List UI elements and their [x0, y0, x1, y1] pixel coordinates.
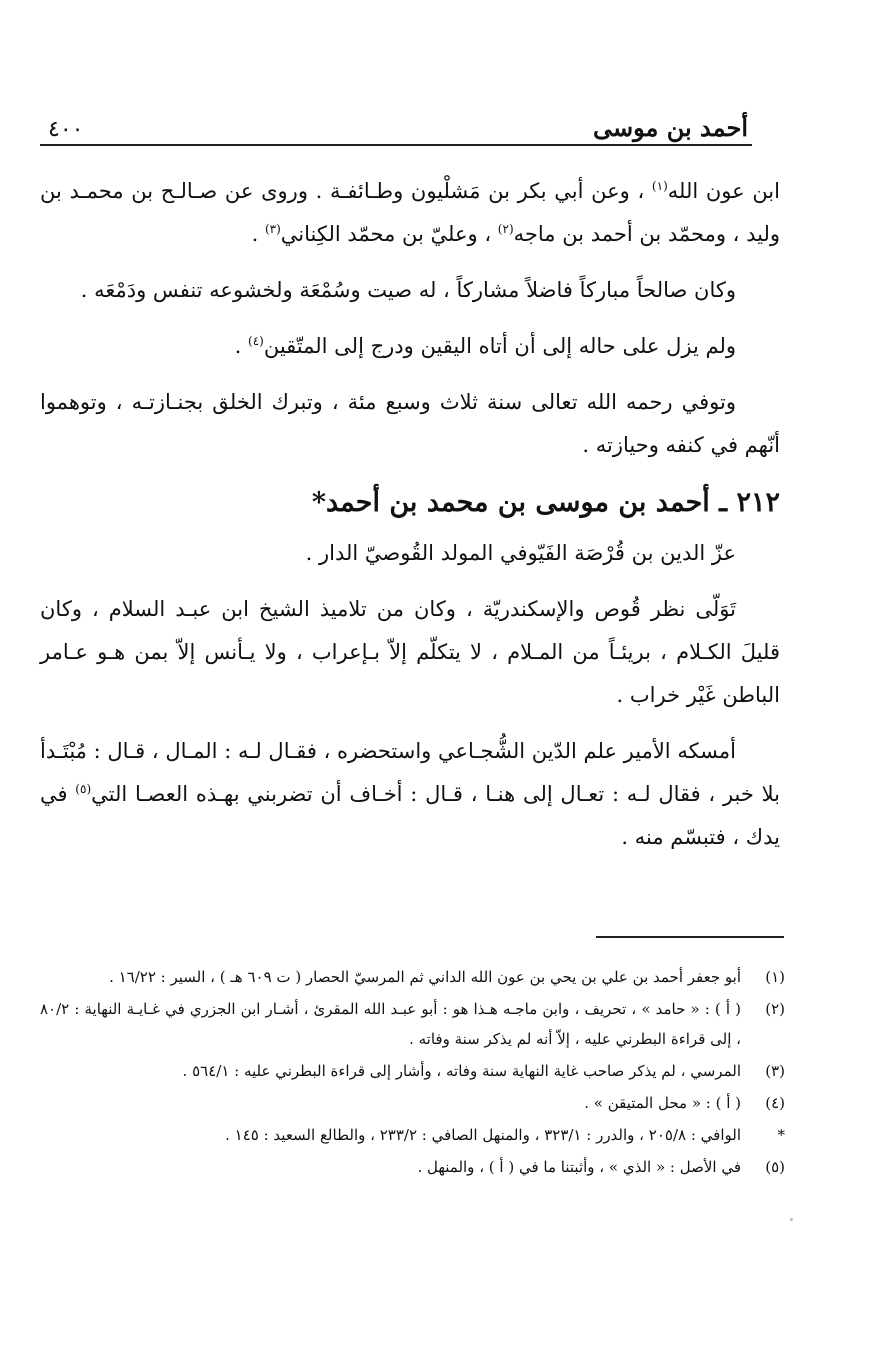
footnote [40, 1152, 785, 1182]
header-rule [40, 144, 752, 146]
footnote [40, 1088, 785, 1118]
footnote-text: الوافي : ٢٠٥/٨ ، والدرر : ٣٢٣/١ ، والمنهل الصافي : ٢٣٣/٢ ، والطالع السعيد : ١٤٥ . [225, 1126, 741, 1144]
footnote [40, 1056, 785, 1086]
footnote-ref-2: (٢) [497, 222, 514, 236]
footnote-marker: (٤) [765, 1094, 785, 1112]
footnote-rule [596, 936, 784, 938]
running-title: أحمد بن موسى [592, 113, 748, 142]
footnote-marker: * [777, 1126, 785, 1144]
footnote-text: أبو جعفر أحمد بن علي بن يحي بن عون الله الداني ثم المرسيّ الحصار ( ت ٦٠٩ هـ ) ، السير : ١٦/٢٢ . [109, 968, 741, 986]
running-header [48, 96, 748, 142]
paragraph-4: وتوفي رحمه الله تعالى سنة ثلاث وسبع مئة ، وتبرك الخلق بجنـازتـه ، وتوهموا أنّهم في كنفه وحيازته . [40, 390, 780, 457]
footnote-marker: (٥) [765, 1158, 785, 1176]
body-text [40, 170, 780, 872]
footnote-ref-3: (٣) [264, 222, 281, 236]
paragraph-6: تَوَلّى نظر قُوص والإسكندريّة ، وكان من تلاميذ الشيخ ابن عبـد السلام ، وكان قليلَ الكـلام ، بريئـاً من المـلام ، لا يتكلّم إلاّ بـإعراب ، ولا يـأنس إلاّ بمن هـو عـامر الباطن غَيْر خراب . [40, 597, 780, 707]
footnote-ref-5: (٥) [75, 782, 92, 796]
footnote [40, 1120, 785, 1150]
footnote [40, 962, 785, 992]
footnote-marker: (١) [765, 968, 785, 986]
entry-heading: ٢١٢ ـ أحمد بن موسى بن محمد بن أحمد* [311, 487, 780, 518]
paragraph-2: وكان صالحاً مباركاً فاضلاً مشاركاً ، له صيت وسُمْعَة ولخشوعه تنفس ودَمْعَه . [80, 278, 736, 302]
scan-speck [790, 1218, 793, 1221]
paragraph-7: أمسكه الأمير علم الدّين الشُّجـاعي واستحضره ، فقـال لـه : المـال ، قـال : مُبْتَـدأ بلا خبر ، فقال لـه : تعـال إلى هنـا ، قـال : أخـاف أن تضربني بهـذه العصـا التي$^{(٥)}$ في يدك ، فتبسّم منه . [40, 739, 780, 849]
paragraph-3: ولم يزل على حاله إلى أن أتاه اليقين ودرج إلى المتّقين$^{(٤)}$ . [234, 334, 736, 358]
footnote-ref-1: (١) [651, 179, 668, 193]
footnote-text: ( أ ) : « محل المتيقن » . [584, 1094, 741, 1112]
footnote-text: ( أ ) : « حامد » ، تحريف ، وابن ماجـه هـذا هو : أبو عبـد الله المقرئ ، أشـار ابن الجزري في غـايـة النهاية : ٨٠/٢ ، إلى قراءة البطرني عليه ، إلاّ أنه لم يذكر سنة وفاته . [40, 1000, 741, 1048]
footnote-text: المرسي ، لم يذكر صاحب غاية النهاية سنة وفاته ، وأشار إلى قراءة البطرني عليه : ٥٦٤/١ . [182, 1062, 741, 1080]
footnote-text: في الأصل : « الذي » ، وأثبتنا ما في ( أ ) ، والمنهل . [417, 1158, 741, 1176]
paragraph-1: ابن عون الله$^{(١)}$ ، وعن أبي بكر بن مَشلْيون وطـائفـة . وروى عن صـالـح بن محمـد بن وليد ، ومحمّد بن أحمد بن ماجه$^{(٢)}$ ، وعليّ بن محمّد الكِناني$^{(٣)}$ . [40, 179, 780, 246]
footnotes [40, 962, 785, 1184]
footnote-ref-4: (٤) [248, 334, 264, 348]
footnote-marker: (٢) [765, 1000, 785, 1018]
footnote [40, 994, 785, 1054]
footnote-marker: (٣) [765, 1062, 785, 1080]
page-number: ٤٠٠ [48, 117, 84, 142]
paragraph-5: عزّ الدين بن قُرْصَة الفَيّوفي المولد القُوصيّ الدار . [305, 541, 736, 565]
